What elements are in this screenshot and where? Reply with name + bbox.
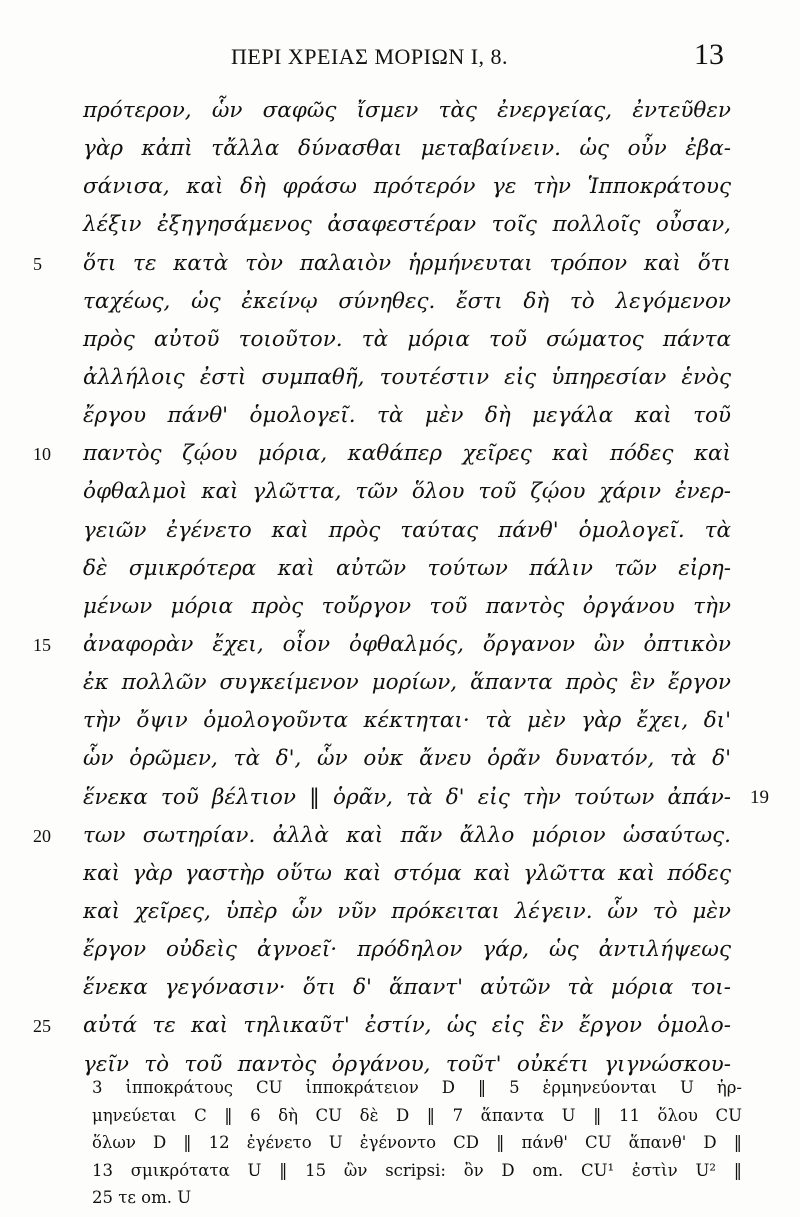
line-text: παντὸς ζῴου μόρια, καθάπερ χεῖρες καὶ πόδες καὶ: [83, 441, 731, 467]
line-text: ἔργον οὐδεὶς ἀγνοεῖ· πρόδηλον γάρ, ὡς ἀντιλήψεως: [83, 937, 731, 963]
text-line: [33, 245, 731, 283]
page-number: 13: [694, 38, 724, 71]
text-line: [33, 1007, 731, 1045]
line-text: σάνισα, καὶ δὴ φράσω πρότερόν γε τὴν Ἱπποκράτους: [83, 174, 731, 200]
line-text: καὶ γὰρ γαστὴρ οὕτω καὶ στόμα καὶ γλῶττα καὶ πόδες: [83, 860, 731, 886]
line-text: ἔργου πάνθ' ὁμολογεῖ. τὰ μὲν δὴ μεγάλα καὶ τοῦ: [83, 403, 731, 429]
text-line: [83, 588, 731, 626]
text-line: [83, 321, 731, 359]
line-text: αὐτά τε καὶ τηλικαῦτ' ἐστίν, ὡς εἰς ἓν ἔργον ὁμολο-: [83, 1013, 731, 1039]
running-title: ΠΕΡΙ ΧΡΕΙΑΣ ΜΟΡΙΩΝ Ι, 8.: [231, 44, 509, 69]
text-line: [83, 283, 731, 321]
main-text: [33, 92, 769, 1084]
line-number: 5: [33, 253, 42, 274]
apparatus-line: 25 τε om. U: [92, 1188, 192, 1207]
line-text: μένων μόρια πρὸς τοὔργον τοῦ παντὸς ὀργάνου τὴν: [83, 593, 731, 619]
text-line: [33, 817, 731, 855]
text-line: [83, 473, 731, 511]
text-line: [83, 740, 731, 778]
line-number: 10: [33, 444, 51, 465]
line-text: των σωτηρίαν. ἀλλὰ καὶ πᾶν ἄλλο μόριον ὡσαύτως.: [83, 822, 731, 848]
text-line: [83, 702, 731, 740]
text-line: [83, 893, 731, 931]
line-text: ἀναφορὰν ἔχει, οἷον ὀφθαλμός, ὄργανον ὢν ὀπτικὸν: [83, 631, 731, 657]
text-line: [83, 130, 731, 168]
line-number: 15: [33, 634, 51, 655]
line-text: ἐκ πολλῶν συγκείμενον μορίων, ἅπαντα πρὸς ἓν ἔργον: [83, 670, 731, 696]
text-line: [83, 359, 731, 397]
text-line: [83, 397, 731, 435]
line-text: πρὸς αὐτοῦ τοιοῦτον. τὰ μόρια τοῦ σώματος πάντα: [83, 326, 731, 352]
critical-apparatus: [92, 1074, 742, 1212]
text-line: [83, 92, 731, 130]
line-text: ἕνεκα γεγόνασιν· ὅτι δ' ἅπαντ' αὐτῶν τὰ μόρια τοι-: [83, 975, 731, 1001]
apparatus-line: μηνεύεται C ‖ 6 δὴ CU δὲ D ‖ 7 ἅπαντα U ‖ 11 ὅλου CU: [92, 1105, 742, 1125]
line-text: καὶ χεῖρες, ὑπὲρ ὧν νῦν πρόκειται λέγειν. ὧν τὸ μὲν: [83, 898, 731, 924]
text-line: [33, 435, 731, 473]
line-text: δὲ σμικρότερα καὶ αὐτῶν τούτων πάλιν τῶν εἰρη-: [83, 555, 731, 581]
line-text: ὧν ὁρῶμεν, τὰ δ', ὧν οὐκ ἄνευ ὁρᾶν δυνατόν, τὰ δ': [83, 746, 731, 772]
line-text: πρότερον, ὧν σαφῶς ἴσμεν τὰς ἐνεργείας, ἐντεῦθεν: [83, 98, 731, 123]
apparatus-line: ὅλων D ‖ 12 ἐγένετο U ἐγένοντο CD ‖ πάνθ' CU ἅπανθ' D ‖: [92, 1133, 742, 1152]
line-text: γεῖν τὸ τοῦ παντὸς ὀργάνου, τοῦτ' οὐκέτι γιγνώσκου-: [83, 1051, 731, 1077]
line-text: γειῶν ἐγένετο καὶ πρὸς ταύτας πάνθ' ὁμολογεῖ. τὰ: [83, 517, 731, 543]
text-line: [83, 664, 731, 702]
line-text: ὅτι τε κατὰ τὸν παλαιὸν ἡρμήνευται τρόπον καὶ ὅτι: [83, 250, 731, 276]
line-text: ὀφθαλμοὶ καὶ γλῶττα, τῶν ὅλου τοῦ ζῴου χάριν ἐνερ-: [83, 479, 731, 505]
apparatus-line: 3 ἱπποκράτους CU ἱπποκράτειον D ‖ 5 ἑρμηνεύονται U ἡρ-: [92, 1078, 742, 1097]
line-number: 25: [33, 1016, 51, 1037]
text-line: [83, 550, 731, 588]
text-line: [33, 626, 731, 664]
line-text: ἀλλήλοις ἐστὶ συμπαθῆ, τουτέστιν εἰς ὑπηρεσίαν ἑνὸς: [83, 364, 731, 390]
apparatus-line: 13 σμικρότατα U ‖ 15 ὢν scripsi: ὂν D om. CU¹ ἐστὶν U² ‖: [92, 1160, 742, 1180]
line-text: τὴν ὄψιν ὁμολογοῦντα κέκτηται· τὰ μὲν γὰρ ἔχει, δι': [83, 708, 731, 734]
text-line: [83, 206, 731, 244]
line-text: γὰρ κἀπὶ τἄλλα δύνασθαι μεταβαίνειν. ὡς οὖν ἐβα-: [83, 136, 731, 162]
text-line: [83, 779, 769, 817]
margin-page-reference: 19: [750, 786, 769, 808]
text-line: [83, 969, 731, 1007]
text-line: [83, 168, 731, 206]
line-number: 20: [33, 825, 51, 846]
text-line: [83, 931, 731, 969]
line-text: λέξιν ἐξηγησάμενος ἀσαφεστέραν τοῖς πολλοῖς οὖσαν,: [83, 212, 731, 238]
line-text: ταχέως, ὡς ἐκείνῳ σύνηθες. ἔστι δὴ τὸ λεγόμενον: [83, 288, 731, 314]
text-line: [83, 512, 731, 550]
line-text: ἕνεκα τοῦ βέλτιον ‖ ὁρᾶν, τὰ δ' εἰς τὴν τούτων ἀπάν-: [83, 784, 731, 810]
text-line: [83, 855, 731, 893]
